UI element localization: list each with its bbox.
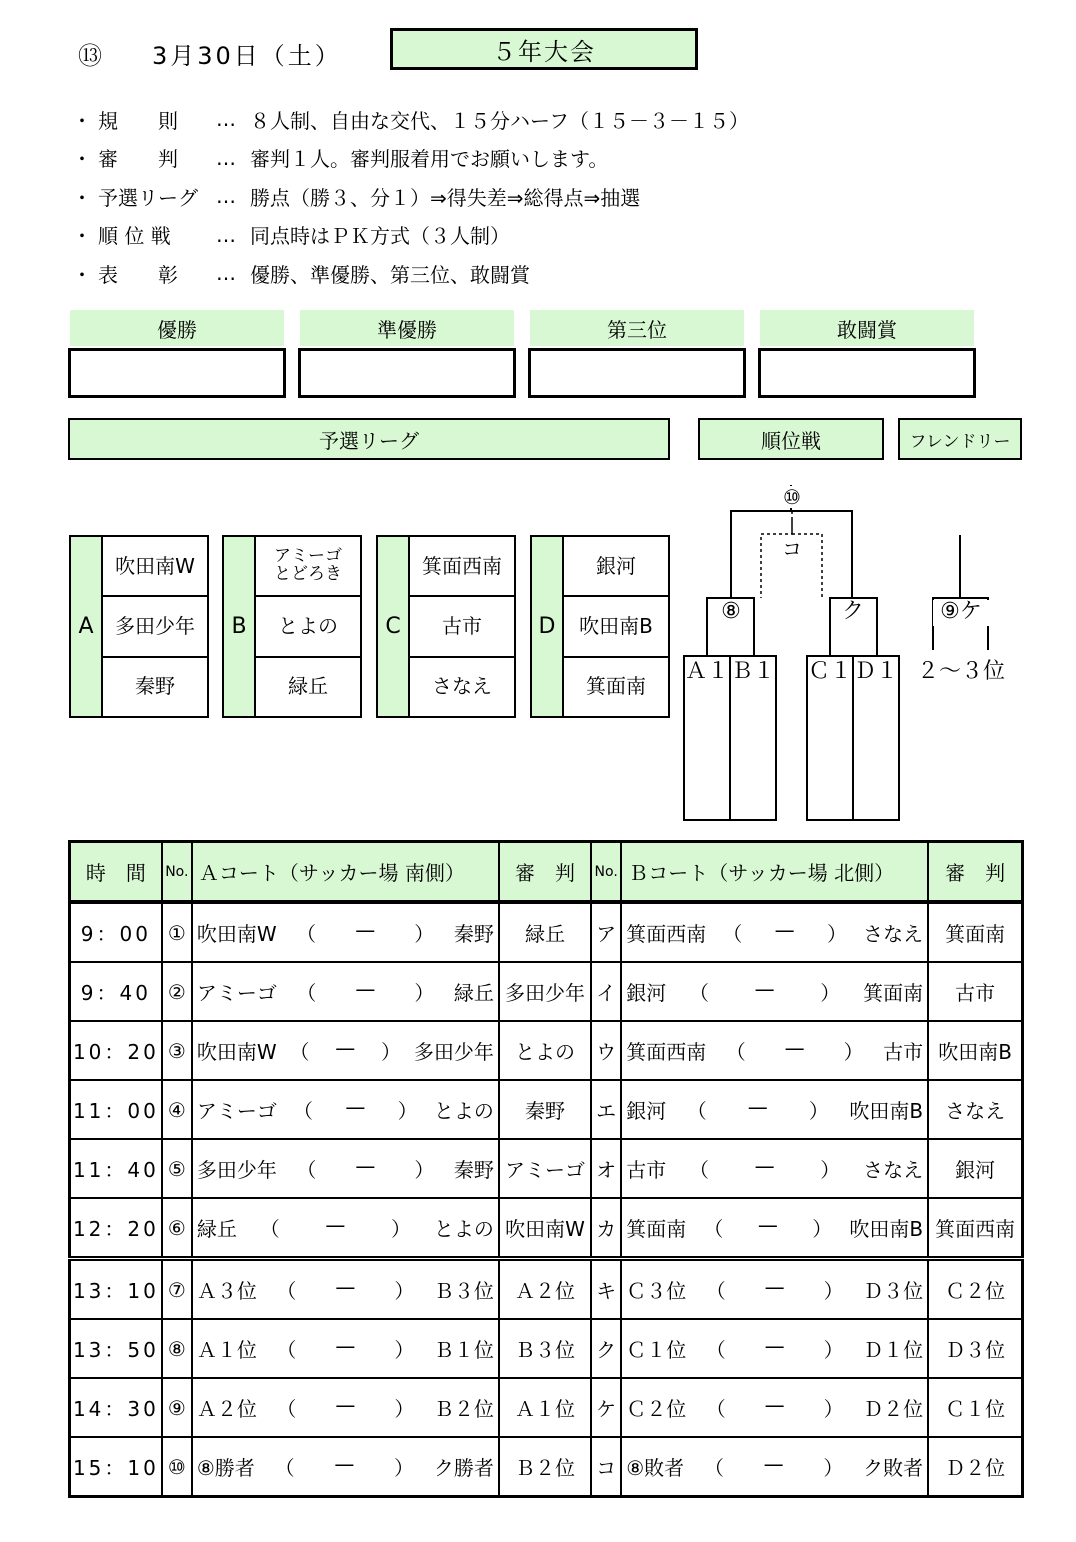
match-court-b xyxy=(621,902,928,962)
paren-open: （ xyxy=(686,1099,707,1123)
match-no-a: ⑤ xyxy=(162,1139,192,1198)
paren-close: ） xyxy=(414,922,435,946)
paren-close: ） xyxy=(823,1279,844,1303)
award-box-winner xyxy=(68,348,286,398)
score-separator: — xyxy=(355,918,376,942)
away-team: 箕面南 xyxy=(863,981,924,1005)
paren-open: （ xyxy=(276,1279,297,1303)
match-no-a: ⑦ xyxy=(162,1259,192,1320)
away-team: さなえ xyxy=(863,922,924,946)
rule-text: 審判１人。審判服着用でお願いします。 xyxy=(250,147,609,172)
header-time: 時 間 xyxy=(70,842,162,903)
award-box-runner-up xyxy=(298,348,516,398)
rule-item xyxy=(72,177,749,216)
match-court-b xyxy=(621,1021,928,1080)
paren-open: （ xyxy=(705,1279,726,1303)
score-separator: — xyxy=(764,1275,785,1299)
away-team: Ｂ１位 xyxy=(433,1338,494,1362)
away-team: ク敗者 xyxy=(863,1456,924,1480)
score-separator: — xyxy=(345,1095,366,1119)
rule-item xyxy=(72,139,749,178)
paren-open: （ xyxy=(296,922,317,946)
group-letter: D xyxy=(532,537,564,716)
rule-separator: … xyxy=(216,184,236,209)
paren-open: （ xyxy=(289,1040,310,1064)
score-separator: — xyxy=(763,1452,784,1476)
home-team: Ａ３位 xyxy=(196,1279,257,1303)
referee-b: 古市 xyxy=(928,962,1022,1021)
group-team: とよの xyxy=(256,595,360,655)
paren-open: （ xyxy=(276,1338,297,1362)
paren-close: ） xyxy=(414,1158,435,1182)
rules-list xyxy=(72,100,749,293)
referee-b: 銀河 xyxy=(928,1139,1022,1198)
match-no-a: ⑥ xyxy=(162,1198,192,1259)
header-ref-a: 審 判 xyxy=(499,842,591,903)
away-team: 吹田南B xyxy=(849,1099,924,1123)
match-no-a: ① xyxy=(162,902,192,962)
match-time: 9：40 xyxy=(70,962,162,1021)
group-letter: C xyxy=(378,537,410,716)
award-label-third: 第三位 xyxy=(530,310,744,346)
paren-open: （ xyxy=(274,1456,295,1480)
referee-b: さなえ xyxy=(928,1080,1022,1139)
referee-a: Ｂ３位 xyxy=(499,1319,591,1378)
paren-close: ） xyxy=(390,1217,411,1241)
match-court-b xyxy=(621,1198,928,1259)
schedule-row xyxy=(70,962,1023,1021)
match-time: 10：20 xyxy=(70,1021,162,1080)
paren-close: ） xyxy=(823,1338,844,1362)
award-box-third xyxy=(528,348,746,398)
match-time: 15：10 xyxy=(70,1437,162,1497)
paren-open: （ xyxy=(259,1217,280,1241)
match-no-a: ④ xyxy=(162,1080,192,1139)
paren-close: ） xyxy=(414,981,435,1005)
group-team: 吹田南B xyxy=(564,595,668,655)
referee-b: Ｃ１位 xyxy=(928,1378,1022,1437)
home-team: 緑丘 xyxy=(196,1217,237,1241)
rule-label: 規 則 xyxy=(98,108,178,133)
score-separator: — xyxy=(335,1393,356,1417)
paren-open: （ xyxy=(725,1040,746,1064)
bracket-seed-a1: Ａ１ xyxy=(684,659,730,684)
group-team: 吹田南W xyxy=(115,553,195,578)
paren-close: ） xyxy=(394,1279,415,1303)
group-b xyxy=(222,535,362,718)
home-team: アミーゴ xyxy=(196,1099,277,1123)
schedule-row xyxy=(70,1198,1023,1259)
referee-a: 吹田南W xyxy=(499,1198,591,1259)
home-team: 吹田南W xyxy=(196,1040,277,1064)
score-separator: — xyxy=(335,1334,356,1358)
rule-label: 表 彰 xyxy=(98,262,178,287)
rule-separator: … xyxy=(216,145,236,170)
group-letter: A xyxy=(71,537,103,716)
bracket-semi2: ク xyxy=(841,599,865,624)
home-team: 箕面西南 xyxy=(626,922,707,946)
paren-open: （ xyxy=(722,922,743,946)
header-ref-b: 審 判 xyxy=(928,842,1022,903)
score-separator: — xyxy=(754,977,775,1001)
referee-b: Ｄ３位 xyxy=(928,1319,1022,1378)
paren-close: ） xyxy=(823,1456,844,1480)
bracket-third: コ xyxy=(782,537,802,561)
away-team: Ｄ２位 xyxy=(863,1397,924,1421)
score-separator: — xyxy=(754,1154,775,1178)
paren-open: （ xyxy=(296,981,317,1005)
bracket-seed-d1: Ｄ１ xyxy=(853,659,899,684)
home-team: Ｃ３位 xyxy=(626,1279,687,1303)
match-time: 11：40 xyxy=(70,1139,162,1198)
paren-open: （ xyxy=(689,1158,710,1182)
match-no-b: オ xyxy=(591,1139,621,1198)
match-no-a: ⑩ xyxy=(162,1437,192,1497)
section-friendly: フレンドリー xyxy=(898,418,1022,460)
match-court-a xyxy=(192,1080,499,1139)
away-team: Ｂ２位 xyxy=(433,1397,494,1421)
score-separator: — xyxy=(325,1213,346,1237)
rule-text: ８人制、自由な交代、１５分ハーフ（１５－３－１５） xyxy=(250,108,749,133)
group-team: 古市 xyxy=(410,595,514,655)
schedule-row xyxy=(70,1319,1023,1378)
referee-a: Ｂ２位 xyxy=(499,1437,591,1497)
paren-close: ） xyxy=(393,1456,414,1480)
away-team: 多田少年 xyxy=(413,1040,494,1064)
home-team: 箕面南 xyxy=(626,1217,687,1241)
paren-open: （ xyxy=(276,1397,297,1421)
away-team: Ｄ１位 xyxy=(863,1338,924,1362)
match-no-b: キ xyxy=(591,1259,621,1320)
paren-close: ） xyxy=(394,1397,415,1421)
bracket-final: ⑩ xyxy=(783,485,801,509)
match-time: 9：00 xyxy=(70,902,162,962)
paren-close: ） xyxy=(397,1099,418,1123)
match-court-a xyxy=(192,1259,499,1320)
rule-label: 審 判 xyxy=(98,147,178,172)
schedule-row xyxy=(70,1021,1023,1080)
rule-separator: … xyxy=(216,107,236,132)
paren-open: （ xyxy=(296,1158,317,1182)
award-box-fighting-spirit xyxy=(758,348,976,398)
score-separator: — xyxy=(784,1036,805,1060)
group-team: 緑丘 xyxy=(256,656,360,716)
away-team: とよの xyxy=(433,1217,494,1241)
group-team: 銀河 xyxy=(596,553,636,578)
bullet-icon: ・ xyxy=(72,108,92,133)
bullet-icon: ・ xyxy=(72,185,92,210)
group-team: アミーゴ とどろき xyxy=(274,546,342,585)
referee-a: 多田少年 xyxy=(499,962,591,1021)
schedule-row xyxy=(70,1259,1023,1320)
referee-a: Ａ２位 xyxy=(499,1259,591,1320)
rule-item xyxy=(72,100,749,139)
match-court-b xyxy=(621,1139,928,1198)
rule-label: 順 位 戦 xyxy=(98,224,171,249)
match-court-a xyxy=(192,1021,499,1080)
rule-item xyxy=(72,216,749,255)
schedule-row xyxy=(70,1139,1023,1198)
group-team: 多田少年 xyxy=(103,595,207,655)
paren-close: ） xyxy=(808,1099,829,1123)
group-team: 秦野 xyxy=(103,656,207,716)
paren-close: ） xyxy=(820,981,841,1005)
home-team: 多田少年 xyxy=(196,1158,277,1182)
home-team: Ｃ１位 xyxy=(626,1338,687,1362)
score-separator: — xyxy=(335,1036,356,1060)
paren-close: ） xyxy=(843,1040,864,1064)
home-team: 古市 xyxy=(626,1158,667,1182)
score-separator: — xyxy=(335,1275,356,1299)
referee-b: 箕面西南 xyxy=(928,1198,1022,1259)
award-label-winner: 優勝 xyxy=(70,310,284,346)
home-team: Ａ１位 xyxy=(196,1338,257,1362)
rule-text: 勝点（勝３、分１）⇒得失差⇒総得点⇒抽選 xyxy=(250,185,641,210)
paren-close: ） xyxy=(820,1158,841,1182)
referee-a: 緑丘 xyxy=(499,902,591,962)
away-team: 緑丘 xyxy=(453,981,494,1005)
home-team: 銀河 xyxy=(626,981,667,1005)
bracket-friendly-label: ２～３位 xyxy=(916,659,1006,684)
score-separator: — xyxy=(747,1095,768,1119)
match-court-b xyxy=(621,1319,928,1378)
header-court-a: Ａコート（サッカー場 南側） xyxy=(192,842,499,903)
home-team: アミーゴ xyxy=(196,981,277,1005)
match-no-a: ⑧ xyxy=(162,1319,192,1378)
match-court-a xyxy=(192,962,499,1021)
score-separator: — xyxy=(334,1452,355,1476)
group-letter: B xyxy=(224,537,256,716)
match-no-a: ⑨ xyxy=(162,1378,192,1437)
match-court-a xyxy=(192,1437,499,1497)
match-court-b xyxy=(621,1259,928,1320)
schedule-table xyxy=(68,840,1024,1498)
home-team: ⑧勝者 xyxy=(196,1456,255,1480)
group-team: 箕面南 xyxy=(564,656,668,716)
score-separator: — xyxy=(764,1393,785,1417)
match-no-b: ア xyxy=(591,902,621,962)
home-team: ⑧敗者 xyxy=(626,1456,685,1480)
match-court-b xyxy=(621,1378,928,1437)
event-date: 3月30日（土） xyxy=(152,42,342,70)
group-team: さなえ xyxy=(410,656,514,716)
referee-b: 箕面南 xyxy=(928,902,1022,962)
home-team: Ａ２位 xyxy=(196,1397,257,1421)
rule-separator: … xyxy=(216,261,236,286)
match-court-a xyxy=(192,1319,499,1378)
match-time: 13：50 xyxy=(70,1319,162,1378)
bracket-friendly-match: ⑨ケ xyxy=(940,599,982,624)
match-court-b xyxy=(621,1080,928,1139)
away-team: 吹田南B xyxy=(849,1217,924,1241)
paren-open: （ xyxy=(689,981,710,1005)
match-no-b: カ xyxy=(591,1198,621,1259)
paren-open: （ xyxy=(705,1397,726,1421)
group-c xyxy=(376,535,516,718)
away-team: Ｄ３位 xyxy=(863,1279,924,1303)
section-placement: 順位戦 xyxy=(698,418,884,460)
rule-item xyxy=(72,254,749,293)
referee-b: Ｃ２位 xyxy=(928,1259,1022,1320)
match-no-b: コ xyxy=(591,1437,621,1497)
paren-close: ） xyxy=(380,1040,401,1064)
referee-a: 秦野 xyxy=(499,1080,591,1139)
away-team: Ｂ３位 xyxy=(433,1279,494,1303)
score-separator: — xyxy=(764,1334,785,1358)
event-title: ５年大会 xyxy=(390,28,698,70)
score-separator: — xyxy=(355,1154,376,1178)
schedule-row xyxy=(70,1437,1023,1497)
paren-close: ） xyxy=(394,1338,415,1362)
bullet-icon: ・ xyxy=(72,147,92,172)
match-court-a xyxy=(192,902,499,962)
header-no-b: No. xyxy=(591,842,621,903)
paren-open: （ xyxy=(703,1217,724,1241)
match-no-a: ③ xyxy=(162,1021,192,1080)
header-no-a: No. xyxy=(162,842,192,903)
rule-text: 優勝、準優勝、第三位、敢闘賞 xyxy=(250,262,530,287)
match-no-b: ク xyxy=(591,1319,621,1378)
match-time: 14：30 xyxy=(70,1378,162,1437)
match-court-b xyxy=(621,962,928,1021)
event-number: ⑬ xyxy=(78,42,102,70)
group-a xyxy=(69,535,209,718)
paren-close: ） xyxy=(823,1397,844,1421)
home-team: Ｃ２位 xyxy=(626,1397,687,1421)
bracket-seed-b1: Ｂ１ xyxy=(730,659,776,684)
home-team: 箕面西南 xyxy=(626,1040,707,1064)
match-no-b: ケ xyxy=(591,1378,621,1437)
paren-open: （ xyxy=(703,1456,724,1480)
referee-a: アミーゴ xyxy=(499,1139,591,1198)
home-team: 銀河 xyxy=(626,1099,667,1123)
group-d xyxy=(530,535,670,718)
match-time: 13：10 xyxy=(70,1259,162,1320)
group-team: 箕面西南 xyxy=(422,553,502,578)
away-team: 秦野 xyxy=(453,922,494,946)
score-separator: — xyxy=(774,918,795,942)
award-label-runner-up: 準優勝 xyxy=(300,310,514,346)
home-team: 吹田南W xyxy=(196,922,277,946)
match-time: 11：00 xyxy=(70,1080,162,1139)
rule-text: 同点時はＰＫ方式（３人制） xyxy=(250,224,510,249)
match-court-a xyxy=(192,1139,499,1198)
match-no-b: ウ xyxy=(591,1021,621,1080)
match-no-b: エ xyxy=(591,1080,621,1139)
away-team: さなえ xyxy=(863,1158,924,1182)
away-team: 古市 xyxy=(883,1040,924,1064)
schedule-row xyxy=(70,1378,1023,1437)
bullet-icon: ・ xyxy=(72,224,92,249)
referee-a: とよの xyxy=(499,1021,591,1080)
paren-open: （ xyxy=(705,1338,726,1362)
away-team: ク勝者 xyxy=(433,1456,494,1480)
match-court-b xyxy=(621,1437,928,1497)
match-court-a xyxy=(192,1378,499,1437)
score-separator: — xyxy=(757,1213,778,1237)
paren-open: （ xyxy=(293,1099,314,1123)
referee-b: Ｄ２位 xyxy=(928,1437,1022,1497)
match-court-a xyxy=(192,1198,499,1259)
paren-close: ） xyxy=(812,1217,833,1241)
match-no-a: ② xyxy=(162,962,192,1021)
award-label-fighting-spirit: 敢闘賞 xyxy=(760,310,974,346)
schedule-row xyxy=(70,1080,1023,1139)
section-league: 予選リーグ xyxy=(68,418,670,460)
away-team: 秦野 xyxy=(453,1158,494,1182)
rule-separator: … xyxy=(216,222,236,247)
referee-b: 吹田南B xyxy=(928,1021,1022,1080)
paren-close: ） xyxy=(826,922,847,946)
away-team: とよの xyxy=(433,1099,494,1123)
score-separator: — xyxy=(355,977,376,1001)
match-no-b: イ xyxy=(591,962,621,1021)
placement-bracket xyxy=(670,480,1030,825)
header-court-b: Ｂコート（サッカー場 北側） xyxy=(621,842,928,903)
match-time: 12：20 xyxy=(70,1198,162,1259)
schedule-row xyxy=(70,902,1023,962)
referee-a: Ａ１位 xyxy=(499,1378,591,1437)
bullet-icon: ・ xyxy=(72,262,92,287)
rule-label: 予選リーグ xyxy=(98,185,198,210)
bracket-seed-c1: Ｃ１ xyxy=(807,659,853,684)
bracket-semi1: ⑧ xyxy=(721,599,741,624)
